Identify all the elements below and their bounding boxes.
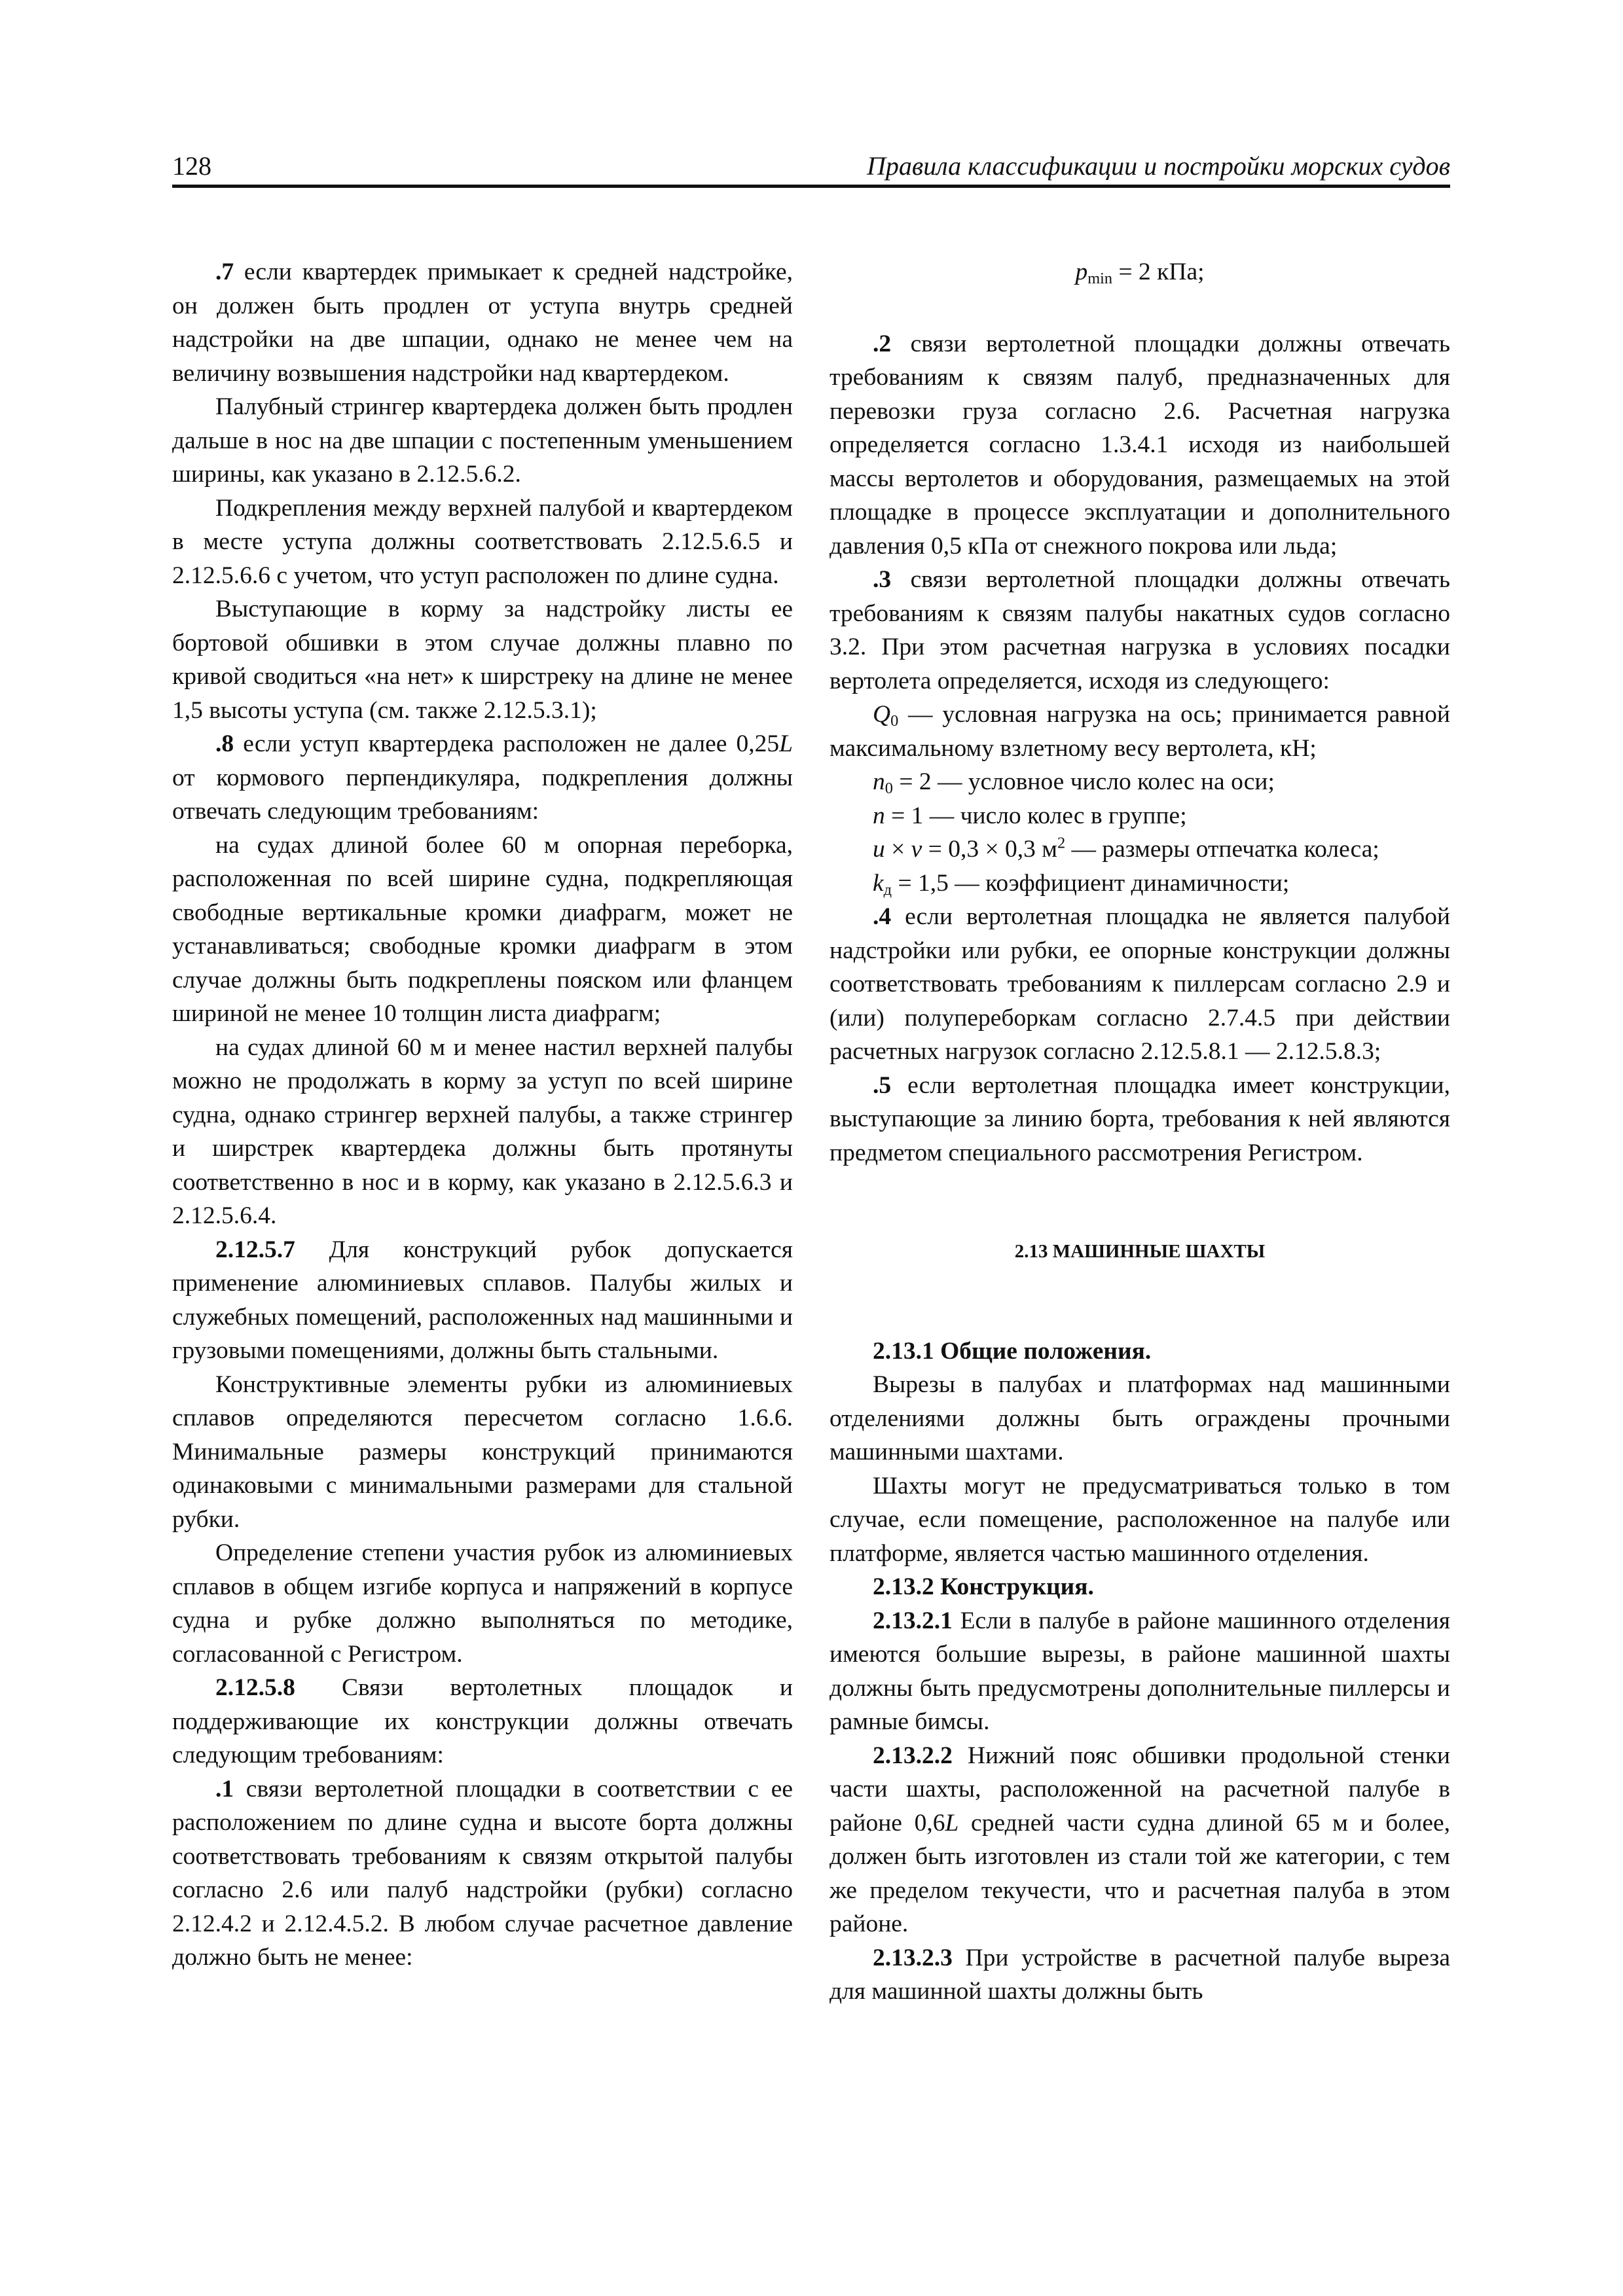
- paragraph: Шахты могут не предусматриваться только в том случае, если помещение, расположенное на палубе или платформе, является частью машинного отделения.: [830, 1472, 1450, 1567]
- paragraph: .7 если квартердек примыкает к средней надстройке, он должен быть продлен от уступа внутрь средней надстройки на две шпации, однако не менее чем на величину возвышения надстройки над квартердеком.: [172, 259, 793, 387]
- item-number: .3: [873, 566, 892, 593]
- paragraph: Выступающие в корму за надстройку листы ее бортовой обшивки в этом случае должны плавно по кривой сводиться «на нет» к ширстреку на длине не менее 1,5 высоты уступа (см. также 2.12.5.3.1);: [172, 596, 793, 724]
- paragraph: Палубный стрингер квартердека должен быть продлен дальше в нос на две шпации с постепенным уменьшением ширины, как указано в 2.12.5.6.2.: [172, 393, 793, 488]
- item-number: 2.13.2.2: [873, 1742, 953, 1769]
- definition: n = 1 — число колес в группе;: [873, 802, 1187, 829]
- item-number: 2.12.5.7: [215, 1236, 295, 1263]
- definition: u × v = 0,3 × 0,3 $м^2$ — размеры отпечатка колеса;: [873, 834, 1379, 863]
- subsection-title: 2.13.2 Конструкция.: [873, 1573, 1094, 1600]
- left-column: [172, 255, 793, 1975]
- right-column: [830, 255, 1450, 2009]
- paragraph: 2.13.2.2 Нижний пояс обшивки продольной стенки части шахты, расположенной на расчетной палубе в районе 0,6L средней части судна длиной 65 м и более, должен быть изготовлен из стали той же категории, с тем же пределом текучести, что и расчетная палуба в этом районе.: [830, 1742, 1450, 1937]
- paragraph: Вырезы в палубах и платформах над машинными отделениями должны быть ограждены прочными машинными шахтами.: [830, 1371, 1450, 1465]
- formula: $p_{min} = 2$ кПа;: [1075, 259, 1205, 288]
- subsection-title: 2.13.1 Общие положения.: [873, 1337, 1152, 1365]
- definition: $n_0 = 2$ — условное число колес на оси;: [873, 768, 1275, 798]
- paragraph: .4 если вертолетная площадка не является палубой надстройки или рубки, ее опорные конструкции должны соответствовать требованиям к пиллерсам согласно 2.9 и (или) полупереборкам согласно 2.7.4.5 при действии расчетных нагрузок согласно 2.12.5.8.1 — 2.12.5.8.3;: [830, 903, 1450, 1065]
- paragraph: .1 связи вертолетной площадки в соответствии с ее расположением по длине судна и высоте борта должны соответствовать требованиям к связям открытой палубы согласно 2.6 или палуб надстройки (рубки) согласно 2.12.4.2 и 2.12.4.5.2. В любом случае расчетное давление должно быть не менее:: [172, 1775, 793, 1971]
- paragraph: Подкрепления между верхней палубой и квартердеком в месте уступа должны соответствовать 2.12.5.6.5 и 2.12.5.6.6 с учетом, что уступ расположен по длине судна.: [172, 494, 793, 589]
- paragraph: 2.13.2.1 Если в палубе в районе машинного отделения имеются большие вырезы, в районе машинной шахты должны быть предусмотрены дополнительные пиллерсы и рамные бимсы.: [830, 1607, 1450, 1735]
- running-title: Правила классификации и постройки морских судов: [866, 151, 1450, 181]
- paragraph: .3 связи вертолетной площадки должны отвечать требованиям к связям палубы накатных судов согласно 3.2. При этом расчетная нагрузка в условиях посадки вертолета определяется, исходя из следующего:: [830, 566, 1450, 694]
- paragraph: .8 если уступ квартердека расположен не далее 0,25L от кормового перпендикуляра, подкрепления должны отвечать следующим требованиям:: [172, 730, 793, 825]
- page-number: 128: [172, 151, 211, 181]
- item-number: .2: [873, 330, 892, 357]
- definition: $Q_0$ — условная нагрузка на ось; принимается равной максимальному взлетному весу вертолета, кН;: [830, 701, 1450, 762]
- item-number: 2.13.2.3: [873, 1944, 953, 1971]
- paragraph: на судах длиной более 60 м опорная переборка, расположенная по всей ширине судна, подкрепляющая свободные вертикальные кромки диафрагм, может не устанавливаться; свободные кромки диафрагм в этом случае должны быть подкреплены пояском или фланцем шириной не менее 10 толщин листа диафрагм;: [172, 831, 793, 1027]
- item-number: .4: [873, 903, 892, 930]
- paragraph: Конструктивные элементы рубки из алюминиевых сплавов определяются пересчетом согласно 1.6.6. Минимальные размеры конструкций принимаются одинаковыми с минимальными размерами для стальной рубки.: [172, 1371, 793, 1533]
- item-number: .1: [215, 1775, 234, 1803]
- paragraph: 2.12.5.8 Связи вертолетных площадок и поддерживающие их конструкции должны отвечать следующим требованиям:: [172, 1674, 793, 1768]
- paragraph: .5 если вертолетная площадка имеет конструкции, выступающие за линию борта, требования к ней являются предметом специального рассмотрения Регистром.: [830, 1071, 1450, 1166]
- item-number: .5: [873, 1071, 892, 1099]
- item-number: 2.12.5.8: [215, 1674, 295, 1701]
- item-number: 2.13.2.1: [873, 1607, 953, 1634]
- paragraph: .2 связи вертолетной площадки должны отвечать требованиям к связям палуб, предназначенных для перевозки груза согласно 2.6. Расчетная нагрузка определяется согласно 1.3.4.1 исходя из наибольшей массы вертолетов и оборудования, размещаемых на этой площадке в процессе эксплуатации и дополнительного давления 0,5 кПа от снежного покрова или льда;: [830, 330, 1450, 560]
- paragraph: на судах длиной 60 м и менее настил верхней палубы можно не продолжать в корму за уступ по всей ширине судна, однако стрингер верхней палубы, а также стрингер и ширстрек квартердека должны быть протянуты соответственно в нос и в корму, как указано в 2.12.5.6.3 и 2.12.5.6.4.: [172, 1033, 793, 1229]
- item-number: .8: [215, 730, 234, 757]
- paragraph: Определение степени участия рубок из алюминиевых сплавов в общем изгибе корпуса и напряжений в корпусе судна и рубке должно выполняться по методике, согласованной с Регистром.: [172, 1539, 793, 1668]
- paragraph: 2.12.5.7 Для конструкций рубок допускается применение алюминиевых сплавов. Палубы жилых и служебных помещений, расположенных над машинными и грузовыми помещениями, должны быть стальными.: [172, 1236, 793, 1364]
- item-number: .7: [215, 259, 234, 285]
- section-heading: 2.13 МАШИННЫЕ ШАХТЫ: [1014, 1241, 1266, 1262]
- definition: $k_д = 1,5$ — коэффициент динамичности;: [873, 869, 1290, 899]
- page-header: [172, 145, 1450, 188]
- paragraph: 2.13.2.3 При устройстве в расчетной палубе выреза для машинной шахты должны быть: [830, 1944, 1450, 2005]
